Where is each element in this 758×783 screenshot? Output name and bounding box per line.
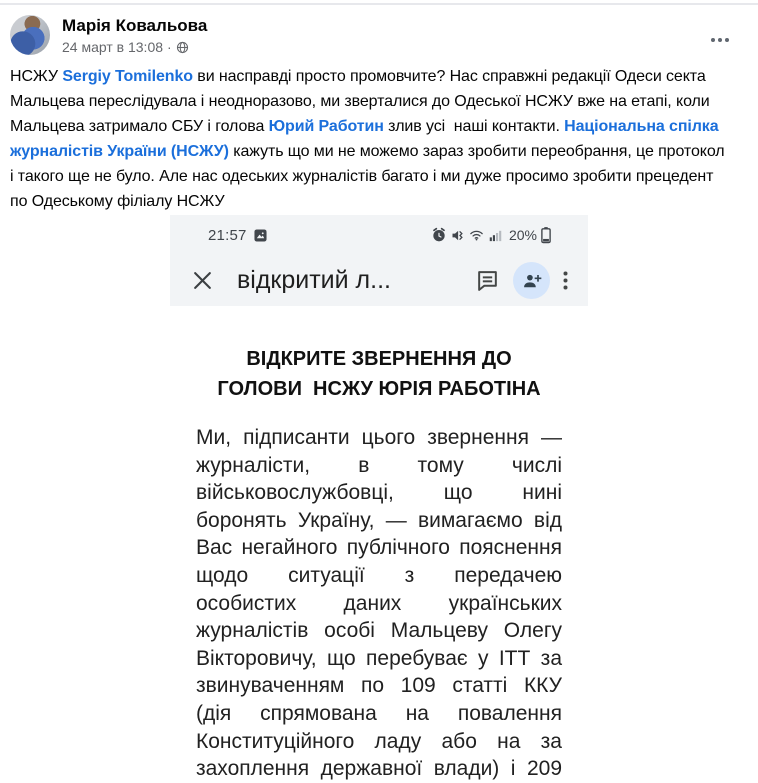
attached-screenshot[interactable] — [170, 215, 588, 783]
mention-link[interactable]: Sergiy Tomilenko — [62, 68, 193, 85]
ellipsis-icon — [710, 37, 730, 43]
person-add-icon — [522, 271, 542, 291]
document-body-line: журналісти, в тому числі — [196, 453, 562, 477]
document-body-line: журналістів особі Мальцеву Олегу — [196, 619, 562, 643]
phone-clock: 21:57 — [208, 226, 247, 244]
post-header — [0, 5, 758, 55]
post-text-segment: НСЖУ — [10, 68, 63, 85]
post-text-line — [10, 189, 750, 214]
document-body-line: щодо ситуації з передачею — [196, 563, 562, 587]
post-text-segment: по Одеському філіалу НСЖУ — [10, 193, 225, 210]
mention-link[interactable]: журналістів України (НСЖУ) — [10, 143, 229, 160]
post-timestamp[interactable]: 24 март в 13:08 — [62, 39, 164, 55]
author-name[interactable]: Марія Ковальова — [62, 16, 208, 35]
post-text — [10, 64, 750, 214]
post-text-line — [10, 139, 750, 164]
battery-percent: 20% — [508, 227, 537, 243]
document-body-line: (дія спрямована на повалення — [196, 701, 562, 725]
post-meta[interactable] — [62, 39, 207, 55]
post-header-text — [62, 15, 207, 55]
document-heading-line: ВІДКРИТЕ ЗВЕРНЕННЯ ДО — [246, 348, 512, 370]
post-text-segment: Мальцева затримало СБУ і голова — [10, 118, 269, 135]
mute-vibrate-icon — [450, 228, 465, 243]
more-options-button[interactable] — [706, 29, 734, 51]
document-body-line: звинуваченням по 109 статті ККУ — [196, 674, 562, 698]
document-body-line: Конституційного ладу або на за — [196, 729, 562, 753]
document-body-line: боронять Україну, — вимагаємо від — [196, 508, 562, 532]
document-body-line: Вас негайного публічного пояснення — [196, 536, 562, 560]
screenshot-notification-icon — [254, 229, 267, 242]
document-body-line: Ми, підписанти цього звернення — — [196, 426, 562, 449]
battery-icon — [540, 226, 552, 244]
document-page — [170, 344, 588, 783]
mention-link[interactable]: Юрий Работин — [268, 118, 384, 135]
status-icons — [431, 226, 552, 244]
document-body-line: військовослужбовці, що нині — [196, 481, 562, 505]
document-body-line: особистих даних українських — [196, 591, 562, 615]
phone-app-bar — [170, 255, 588, 306]
appbar-actions — [475, 262, 568, 299]
document-body — [170, 424, 588, 783]
comments-icon — [475, 268, 500, 293]
document-heading — [170, 344, 588, 404]
document-title-truncated: відкритий л... — [237, 266, 391, 294]
document-body-line: Вікторовичу, що перебуває у ІТТ за — [196, 646, 562, 670]
document-heading-line: ГОЛОВИ НСЖУ ЮРІЯ РАБОТІНА — [217, 378, 541, 400]
wifi-icon — [468, 228, 485, 243]
alarm-icon — [431, 227, 447, 243]
post-text-segment: Мальцева переслідувала і неодноразово, ми зверталися до Одеської НСЖУ вже на етапі, коли — [10, 93, 710, 110]
post-text-segment: і такого ще не було. Але нас одеських журналістів багато і ми дуже просимо зробити прецедент — [10, 168, 714, 185]
post-text-segment: кажуть що ми не можемо зараз зробити переобрання, це протокол — [228, 143, 725, 160]
avatar[interactable] — [10, 15, 50, 55]
mention-link[interactable]: Національна спілка — [564, 118, 719, 135]
cell-signal-icon — [488, 228, 504, 243]
post-text-line — [10, 64, 750, 89]
globe-privacy-icon — [176, 41, 189, 54]
post-text-segment: злив усі наші контакти. — [383, 118, 565, 135]
post-text-line — [10, 89, 750, 114]
document-body-line: захоплення державної влади) і 209 — [196, 757, 562, 781]
post-text-line — [10, 164, 750, 189]
post-text-line — [10, 114, 750, 139]
close-icon — [192, 270, 213, 291]
kebab-menu-icon — [563, 271, 568, 290]
meta-separator: · — [167, 39, 172, 55]
phone-status-bar — [170, 215, 588, 255]
share-add-people-button — [513, 262, 550, 299]
post-text-segment: ви насправді просто промовчите? Нас справжні редакції Одеси секта — [192, 68, 706, 85]
